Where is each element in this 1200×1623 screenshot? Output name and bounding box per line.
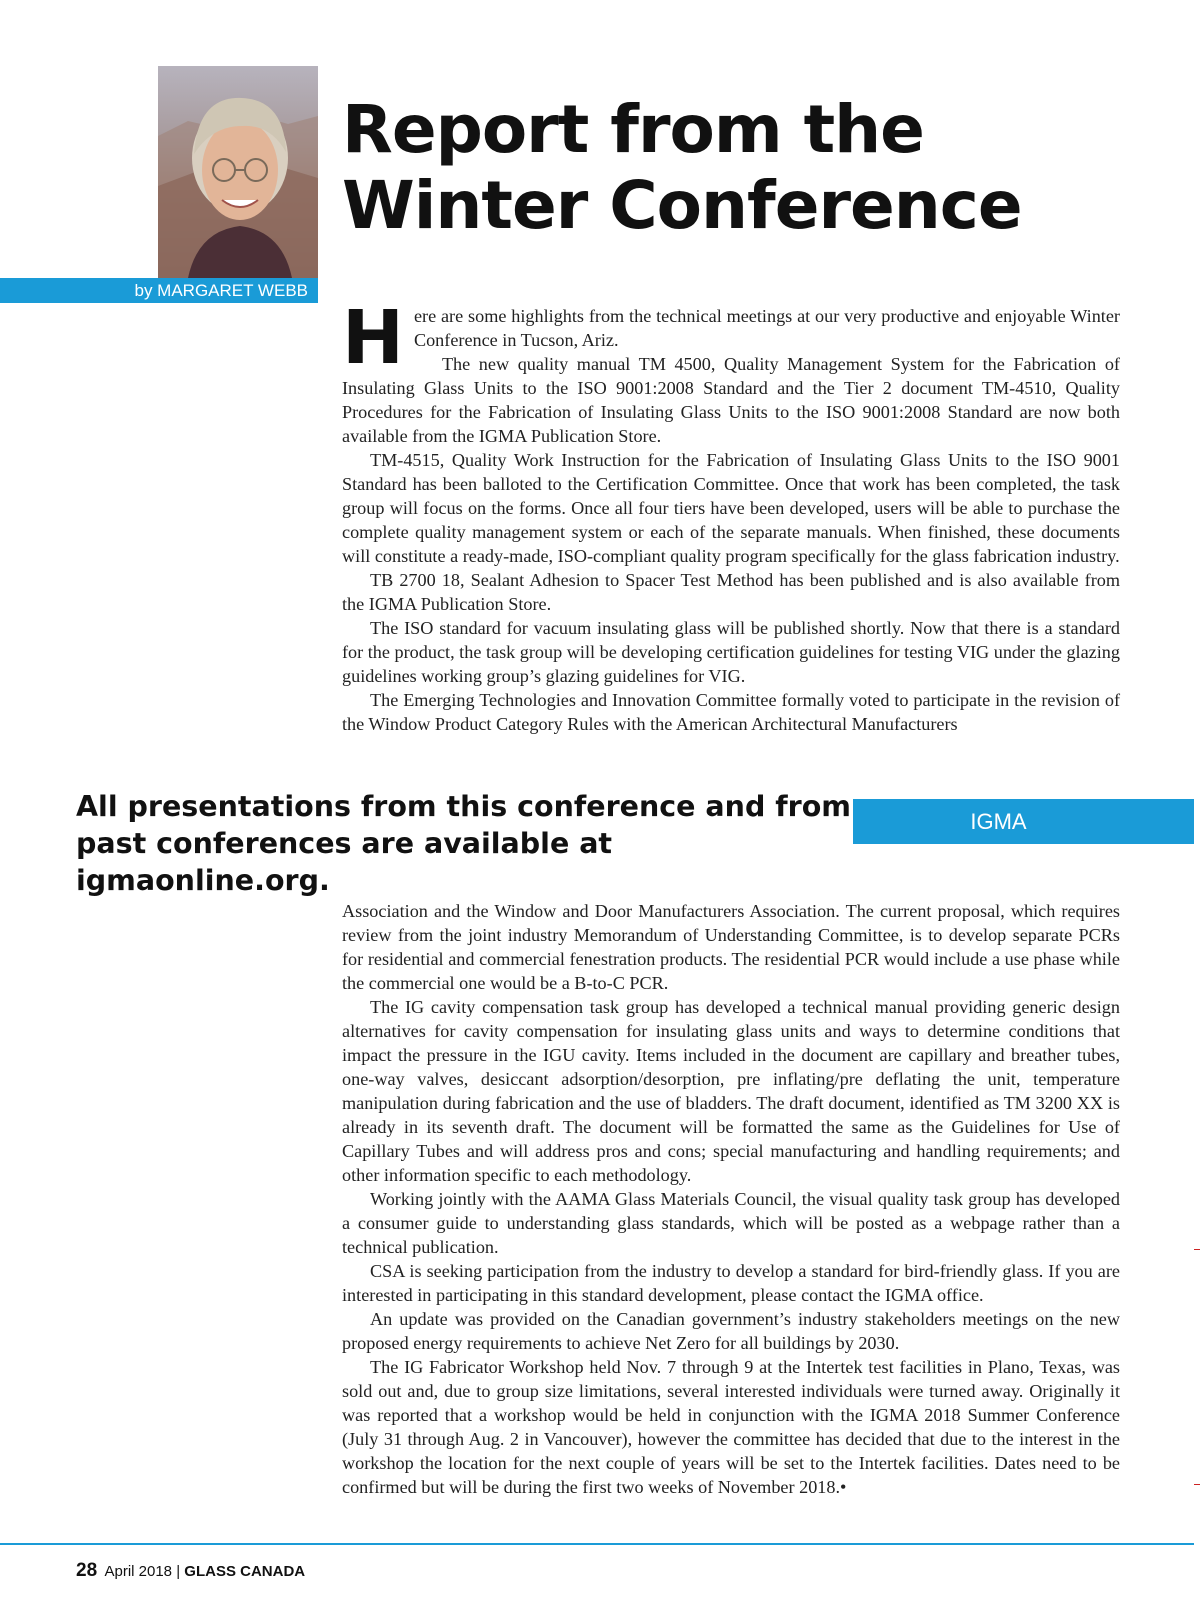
article-body-top: [342, 295, 1120, 736]
pull-quote: All presentations from this conference and from past conferences are available at igmaonline.org.: [76, 790, 851, 897]
drop-cap: H: [342, 295, 404, 381]
issue-date: April 2018: [104, 1563, 173, 1580]
article-body-bottom: [342, 899, 1120, 1499]
page-number: 28: [76, 1560, 98, 1581]
intro-paragraph: [342, 295, 1120, 381]
title-line-1: Report from the: [342, 91, 924, 168]
body-paragraph: The IG Fabricator Workshop held Nov. 7 through 9 at the Intertek test facilities in Plano, Texas, was sold out and, due to group size limitations, several interested individuals were turned away. Originally it was reported that a workshop would be held in conjunction with the IGMA 2018 Summer Conference (July 31 through Aug. 2 in Vancouver), however the committee has decided that due to the interest in the workshop the location for the next couple of years will be set to the Intertek facilities. Dates need to be confirmed but will be during the first two weeks of November 2018.•: [342, 1357, 1120, 1497]
crop-mark: [1194, 1249, 1200, 1250]
intro-text: ere are some highlights from the technical meetings at our very productive and enjoyable Winter Conference in Tucson, Ariz.: [413, 306, 1120, 350]
body-paragraph: Working jointly with the AAMA Glass Materials Council, the visual quality task group has developed a consumer guide to understanding glass standards, which will be posted as a webpage rather than a technical publication.: [342, 1189, 1120, 1257]
body-paragraph: TM-4515, Quality Work Instruction for the Fabrication of Insulating Glass Units to the ISO 9001 Standard has been balloted to the Certification Committee. Once that work has been completed, the task group will focus on the forms. Once all four tiers have been developed, users will be able to purchase the complete quality management system or each of the separate manuals. When finished, these documents will constitute a ready-made, ISO-compliant quality program specifically for the glass fabrication industry.: [342, 450, 1120, 566]
crop-mark: [1194, 1484, 1200, 1485]
body-paragraph: CSA is seeking participation from the industry to develop a standard for bird-friendly glass. If you are interested in participating in this standard development, please contact the IGMA office.: [342, 1261, 1120, 1305]
page-footer: [76, 1560, 305, 1582]
footer-rule: [0, 1543, 1194, 1545]
body-paragraph: The ISO standard for vacuum insulating glass will be published shortly. Now that there is a standard for the product, the task group will be developing certification guidelines for testing VIG under the glazing guidelines working group’s glazing guidelines for VIG.: [342, 618, 1120, 686]
body-paragraph: The Emerging Technologies and Innovation Committee formally voted to participate in the revision of the Window Product Category Rules with the American Architectural Manufacturers: [342, 690, 1120, 734]
byline: by MARGARET WEBB: [0, 278, 318, 303]
magazine-name: GLASS CANADA: [184, 1563, 306, 1580]
page-title: [342, 92, 1022, 244]
body-paragraph: The IG cavity compensation task group has developed a technical manual providing generic design alternatives for cavity compensation for insulating glass units and ways to determine conditions that impact the pressure in the IGU cavity. Items included in the document are capillary and breather tubes, one-way valves, desiccant adsorption/desorption, pre inflating/pre deflating the unit, temperature manipulation during fabrication and the use of bladders. The draft document, identified as TM 3200 XX is already in its seventh draft. The document will be formatted the same as the Guidelines for Use of Capillary Tubes and will address pros and cons; special manufacturing and handling requirements; and other information specific to each methodology.: [342, 997, 1120, 1185]
author-photo: [158, 66, 318, 278]
body-paragraph: An update was provided on the Canadian government’s industry stakeholders meetings on the new proposed energy requirements to achieve Net Zero for all buildings by 2030.: [342, 1309, 1120, 1353]
body-paragraph: The new quality manual TM 4500, Quality Management System for the Fabrication of Insulating Glass Units to the ISO 9001:2008 Standard and the Tier 2 document TM-4510, Quality Procedures for the Fabrication of Insulating Glass Units to the ISO 9001:2008 Standard are now both available from the IGMA Publication Store.: [342, 354, 1120, 446]
body-paragraph: TB 2700 18, Sealant Adhesion to Spacer Test Method has been published and is also available from the IGMA Publication Store.: [342, 570, 1120, 614]
title-line-2: Winter Conference: [342, 167, 1022, 244]
section-tag: IGMA: [853, 799, 1194, 844]
footer-separator: |: [176, 1563, 181, 1580]
body-paragraph: Association and the Window and Door Manufacturers Association. The current proposal, which requires review from the joint industry Memorandum of Understanding Committee, is to develop separate PCRs for residential and commercial fenestration products. The residential PCR would include a use phase while the commercial one would be a B-to-C PCR.: [342, 901, 1120, 993]
